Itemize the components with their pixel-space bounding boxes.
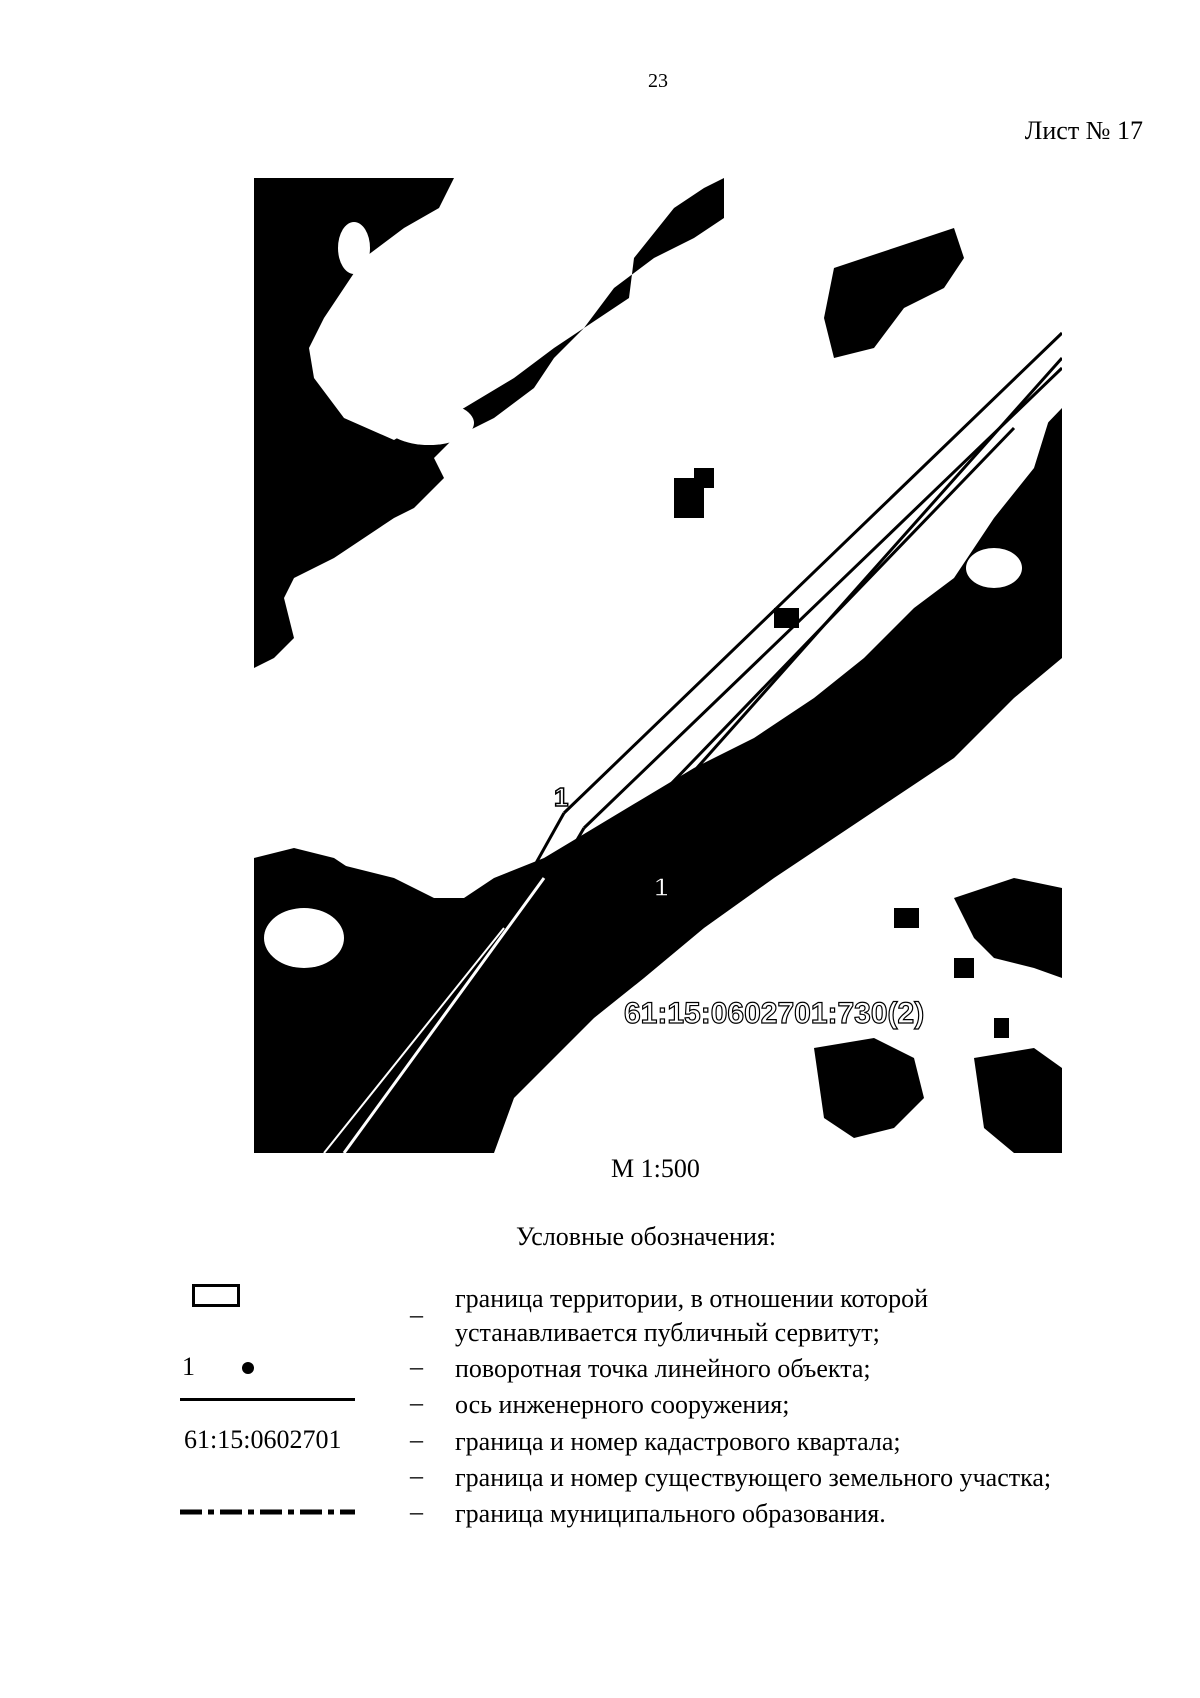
terrain-speck bbox=[694, 468, 714, 488]
parcel-label: 61:15:0602701:730(2) bbox=[624, 997, 925, 1030]
terrain-light-blob bbox=[338, 222, 370, 274]
legend-symbol-point-icon bbox=[180, 1352, 355, 1388]
legend-dash: – bbox=[410, 1300, 423, 1329]
legend-symbol-rectangle-icon bbox=[180, 1282, 355, 1352]
terrain-light-blob bbox=[264, 908, 344, 968]
legend-text: граница и номер существующего земельного участка; bbox=[455, 1463, 1052, 1492]
terrain-light-blob bbox=[384, 401, 474, 445]
terrain-dark-lower-right-spot-2 bbox=[814, 1038, 924, 1138]
legend-item-municipal-boundary bbox=[0, 1497, 1200, 1533]
legend-item-cadastral-quarter bbox=[0, 1425, 1200, 1461]
legend-text-line: граница территории, в отношении которой bbox=[455, 1284, 929, 1313]
legend-text bbox=[455, 1282, 928, 1350]
terrain-speck bbox=[954, 958, 974, 978]
terrain-dark-upper-left bbox=[254, 178, 724, 668]
legend-dash: – bbox=[410, 1425, 423, 1454]
legend-item-turning-point bbox=[0, 1352, 1200, 1388]
legend-dash: – bbox=[410, 1352, 423, 1381]
terrain-dark-upper-right-blob bbox=[824, 228, 964, 358]
map-image bbox=[254, 178, 1062, 1153]
terrain-dark-lower-right-spot-3 bbox=[974, 1048, 1062, 1153]
legend-text: граница муниципального образования. bbox=[455, 1499, 886, 1528]
legend-title: Условные обозначения: bbox=[516, 1222, 777, 1251]
legend-point-number: 1 bbox=[182, 1352, 195, 1381]
legend-dash: – bbox=[410, 1388, 423, 1417]
legend-text: поворотная точка линейного объекта; bbox=[455, 1354, 871, 1383]
legend-symbol-solid-line-icon bbox=[180, 1388, 355, 1424]
legend-text: граница и номер кадастрового квартала; bbox=[455, 1427, 901, 1456]
legend-symbol-quarter-number bbox=[180, 1425, 355, 1461]
legend-symbol-dash-dot-line-icon bbox=[180, 1497, 355, 1533]
terrain-light-blob bbox=[966, 548, 1022, 588]
terrain-speck bbox=[894, 908, 919, 928]
page-number: 23 bbox=[648, 70, 668, 92]
legend-dash: – bbox=[410, 1497, 423, 1526]
sheet-label: Лист № 17 bbox=[1024, 116, 1143, 145]
scale-label: М 1:500 bbox=[611, 1154, 700, 1183]
turning-point-label-1: 1 bbox=[554, 782, 569, 812]
legend-item-servitude-boundary bbox=[0, 1282, 1200, 1352]
legend-text: ось инженерного сооружения; bbox=[455, 1390, 790, 1419]
legend-item-existing-parcel bbox=[0, 1461, 1200, 1497]
legend-quarter-number: 61:15:0602701 bbox=[184, 1425, 342, 1454]
legend-item-engineering-axis bbox=[0, 1388, 1200, 1424]
terrain-speck bbox=[994, 1018, 1009, 1038]
terrain-light-blob bbox=[754, 930, 834, 966]
turning-point-label-2: 1 bbox=[654, 872, 669, 902]
legend-text-line: устанавливается публичный сервитут; bbox=[455, 1318, 880, 1347]
legend-dash: – bbox=[410, 1461, 423, 1490]
